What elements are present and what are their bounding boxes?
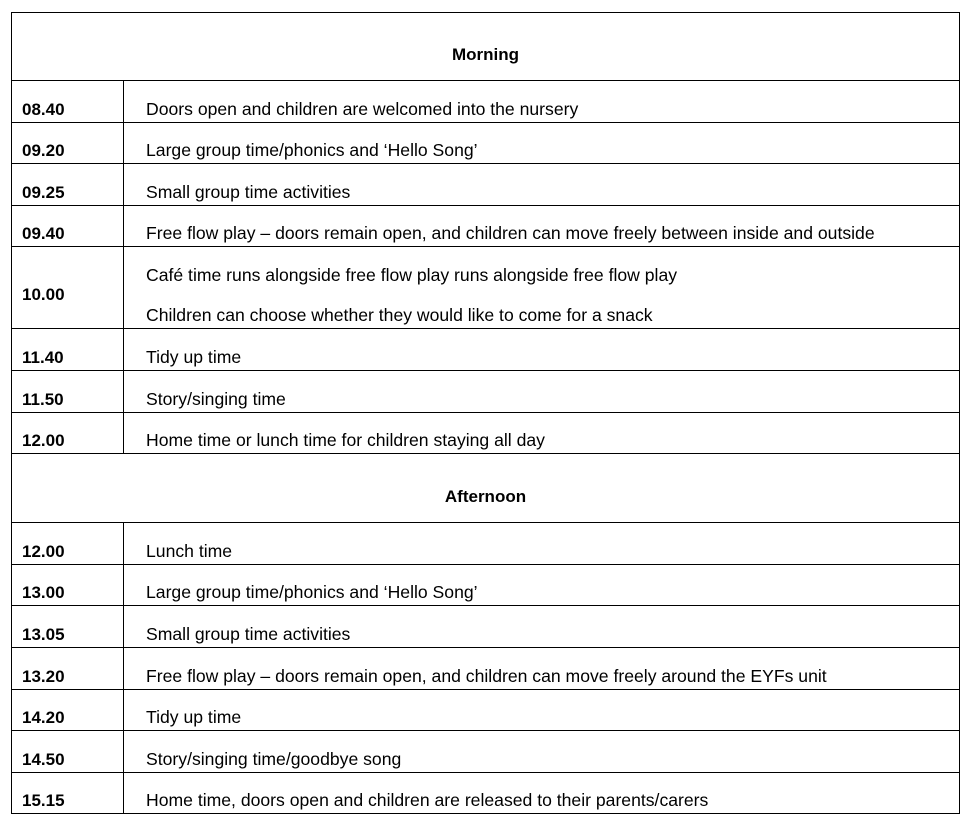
table-row [12, 565, 960, 607]
time-value: 09.40 [22, 224, 65, 244]
time-value: 09.25 [22, 182, 65, 202]
activity-cell [135, 81, 959, 122]
activity-text: Home time or lunch time for children staying all day [146, 430, 545, 451]
schedule-table [11, 12, 960, 814]
activity-text: Doors open and children are welcomed into the nursery [146, 98, 579, 119]
activity-text: Story/singing time/goodbye song [146, 748, 402, 769]
activity-cell [135, 371, 959, 412]
section-header [12, 454, 960, 523]
table-row [12, 606, 960, 648]
activity-text: Story/singing time [146, 388, 286, 409]
activity-cell [135, 247, 959, 328]
time-value: 12.00 [22, 431, 65, 451]
table-row [12, 690, 960, 732]
table-row [12, 206, 960, 248]
activity-cell [135, 565, 959, 606]
activity-cell [135, 690, 959, 731]
time-value: 08.40 [22, 99, 65, 119]
activity-cell [135, 731, 959, 772]
activity-text: Free flow play – doors remain open, and children can move freely around the EYFs unit [146, 665, 827, 686]
table-row [12, 773, 960, 815]
table-row [12, 329, 960, 371]
time-value: 11.50 [22, 389, 64, 409]
time-value: 13.00 [22, 583, 65, 603]
time-value: 11.40 [22, 347, 64, 367]
time-cell [12, 690, 124, 731]
activity-text: Tidy up time [146, 707, 242, 728]
table-row [12, 413, 960, 455]
time-cell [12, 565, 124, 606]
time-cell [12, 606, 124, 647]
table-row [12, 523, 960, 565]
activity-text: Lunch time [146, 540, 233, 561]
section-title: Afternoon [444, 487, 527, 507]
time-cell [12, 123, 124, 164]
activity-text: Children can choose whether they would like to come for a snack [146, 305, 653, 326]
time-cell [12, 648, 124, 689]
time-value: 15.15 [22, 791, 65, 811]
activity-text: Tidy up time [146, 346, 242, 367]
activity-cell [135, 206, 959, 247]
table-row [12, 648, 960, 690]
time-cell [12, 731, 124, 772]
time-cell [12, 206, 124, 247]
time-value: 14.20 [22, 708, 65, 728]
activity-text: Café time runs alongside free flow play runs alongside free flow play [146, 265, 678, 286]
activity-cell [135, 413, 959, 454]
activity-text: Large group time/phonics and ‘Hello Song’ [146, 582, 478, 603]
time-cell [12, 773, 124, 814]
section-title: Morning [451, 45, 520, 64]
time-cell [12, 413, 124, 454]
time-cell [12, 371, 124, 412]
table-row [12, 164, 960, 206]
section-header [12, 13, 960, 81]
time-value: 13.05 [22, 624, 65, 644]
activity-text: Free flow play – doors remain open, and children can move freely between inside and outside [146, 223, 875, 244]
time-value: 10.00 [22, 285, 65, 305]
time-value: 14.50 [22, 749, 65, 769]
activity-cell [135, 329, 959, 370]
activity-cell [135, 773, 959, 814]
time-cell [12, 247, 124, 328]
activity-text: Home time, doors open and children are released to their parents/carers [146, 790, 709, 811]
table-row [12, 123, 960, 165]
table-row [12, 731, 960, 773]
activity-cell [135, 164, 959, 205]
activity-text: Small group time activities [146, 623, 351, 644]
activity-text: Large group time/phonics and ‘Hello Song’ [146, 140, 478, 161]
activity-cell [135, 648, 959, 689]
activity-text: Small group time activities [146, 181, 351, 202]
time-value: 09.20 [22, 141, 65, 161]
time-value: 13.20 [22, 666, 65, 686]
time-value: 12.00 [22, 541, 65, 561]
time-cell [12, 81, 124, 122]
table-row [12, 81, 960, 123]
table-row [12, 247, 960, 329]
time-cell [12, 329, 124, 370]
time-cell [12, 523, 124, 564]
time-cell [12, 164, 124, 205]
activity-cell [135, 123, 959, 164]
activity-cell [135, 523, 959, 564]
activity-cell [135, 606, 959, 647]
table-row [12, 371, 960, 413]
